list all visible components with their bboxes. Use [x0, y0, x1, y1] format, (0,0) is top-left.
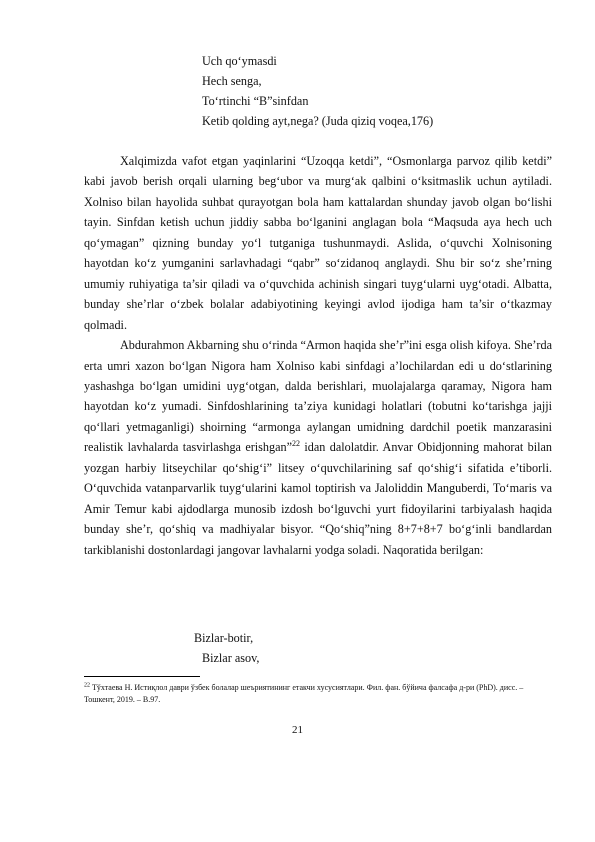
- body-text: [84, 151, 552, 560]
- paragraph-2: [84, 335, 552, 560]
- footnote-text: Тўхтаева Н. Истиқлол даври ўзбек болалар шеъриятининг етакчи хусусиятлари. Фил. фан. бўйича фалсафа д-ри (PhD). дисс. – Тошкент, 2019. – B.97.: [84, 683, 524, 704]
- poem-line: Ketib qolding ayt,nega? (Juda qiziq voqea,176): [202, 114, 434, 128]
- poem-line: Bizlar-botir,: [194, 631, 254, 645]
- footnote-separator: [84, 676, 200, 677]
- poem-line: Uch qo‘ymasdi: [202, 54, 277, 68]
- page-number: 21: [292, 724, 303, 736]
- footnote: [84, 682, 554, 706]
- paragraph-2-part-2: idan dalolatdir. Anvar Obidjonning mahorat bilan yozgan harbiy litseychilar qo‘shig‘i” litsey o‘quvchilarining saf qo‘shig‘i sifatida e’tiborli. O‘quvchida vatanparvarlik tuyg‘ularini kamol toptirish va Jaloliddin Manguberdi, To‘maris va Amir Temur kabi ajdodlarga munosib izdosh bo‘lguvchi yurt fidoyilarini tarbiyalash haqida bunday she’r, qo‘shiq va madhiyalar bisyor. “Qo‘shiq”ning 8+7+8+7 bo‘g‘inli bandlardan tarkiblanishi dostonlardagi jangovar lavhalarni yodga soladi. Naqoratida berilgan:: [84, 440, 552, 557]
- footnote-reference: 22: [292, 439, 301, 449]
- poem-line: To‘rtinchi “B”sinfdan: [202, 94, 309, 108]
- poem-excerpt-bottom: [194, 628, 259, 668]
- footnote-number: 22: [84, 682, 90, 689]
- poem-excerpt-top: [202, 51, 433, 131]
- paragraph-2-part-1: Abdurahmon Akbarning shu o‘rinda “Armon haqida she’r”ini esga olish kifoya. She’rda erta umri xazon bo‘lgan Nigora ham Xolniso kabi sinfdagi a’lochilardan edi u do‘stlarining yashashga bo‘lgan umidini uyg‘otgan, dalda berishlari, muolajalarga qaramay, Nigora ham hayotdan ko‘z yumadi. Sinfdoshlarining ta’ziya kunidagi holatlari (tobutni ko‘tarishga jajji qo‘llari yetmaganligi) shoirning “armonga aylangan umidning dardchil poetik manzarasini realistik lavhalarda tasvirlashga erishgan”: [84, 338, 552, 455]
- poem-line: Bizlar asov,: [202, 651, 260, 665]
- poem-line: Hech senga,: [202, 74, 262, 88]
- paragraph-1: Xalqimizda vafot etgan yaqinlarini “Uzoqqa ketdi”, “Osmonlarga parvoz qilib ketdi” kabi javob berish orqali ularning beg‘ubor va murg‘ak qalbini o‘ksitmaslik uchun aytiladi. Xolniso bilan hayolida suhbat qurayotgan bola ham kattalardan shunday javob olgan bo‘lishi tayin. Sinfdan ketish uchun jiddiy sabba bo‘lganini anglagan bola “Maqsuda aya hech uch qo‘ymagan” qizning bunday yo‘l tutganiga tushunmaydi. Aslida, o‘quvchi Xolnisoning hayotdan ko‘z yumganini sarlavhadagi “qabr” so‘zidanoq anglaydi. Shu bir so‘z she’rning umumiy ruhiyatiga ta’sir qiladi va o‘quvchida achinish singari tuyg‘ularni uyg‘otadi. Albatta, bunday she’rlar o‘zbek bolalar adabiyotining keyingi avlod ijodiga ham ta’sir o‘tkazmay qolmadi.: [84, 154, 552, 332]
